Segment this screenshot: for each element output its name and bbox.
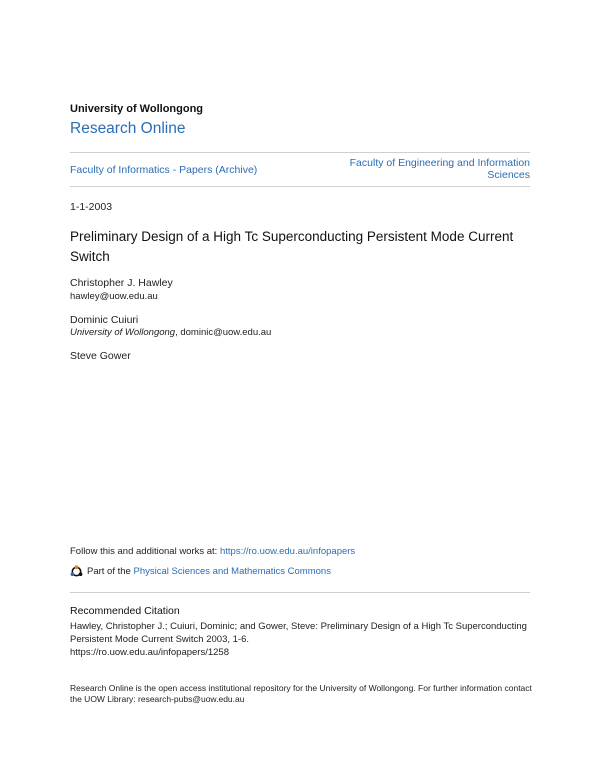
divider [70,186,530,187]
citation-body: Hawley, Christopher J.; Cuiuri, Dominic; and Gower, Steve: Preliminary Design of a High Tc Superconducting Persistent Mode Current Switch 2003, 1-6. [70,621,527,645]
author-email: hawley@uow.edu.au [70,291,158,302]
infopapers-link[interactable]: https://ro.uow.edu.au/infopapers [219,546,356,557]
author-affiliation [70,327,271,338]
author-name: Christopher J. Hawley [70,277,173,289]
recommended-citation-heading: Recommended Citation [70,605,180,617]
commons-link[interactable]: Physical Sciences and Mathematics Commons [133,566,331,577]
paper-title: Preliminary Design of a High Tc Superconducting Persistent Mode Current Switch [70,229,514,264]
author-email: , dominic@uow.edu.au [175,327,272,338]
commons-network-icon [70,565,83,578]
part-of-text: Part of the [87,566,131,577]
affiliation-text: University of Wollongong [70,327,176,338]
publication-date: 1-1-2003 [70,201,113,213]
author-name: Dominic Cuiuri [70,314,139,326]
author-name: Steve Gower [70,350,131,362]
citation-url: https://ro.uow.edu.au/infopapers/1258 [70,647,229,658]
follow-text: Follow this and additional works at: [70,546,220,557]
follow-line [70,546,355,557]
institution-name: University of Wollongong [70,103,204,115]
divider [70,152,530,153]
footer-note: Research Online is the open access institutional repository for the University of Wollongong. For further information contact the UOW Library: research-pubs@uow.edu.au [70,683,532,704]
citation-text [70,620,530,659]
collection-link-informatics[interactable]: Faculty of Informatics - Papers (Archive) [70,164,258,176]
research-online-link[interactable]: Research Online [70,120,186,137]
part-of-line [70,565,331,578]
divider [70,592,530,593]
collection-link-engineering[interactable]: Faculty of Engineering and Information Sciences [349,157,530,181]
